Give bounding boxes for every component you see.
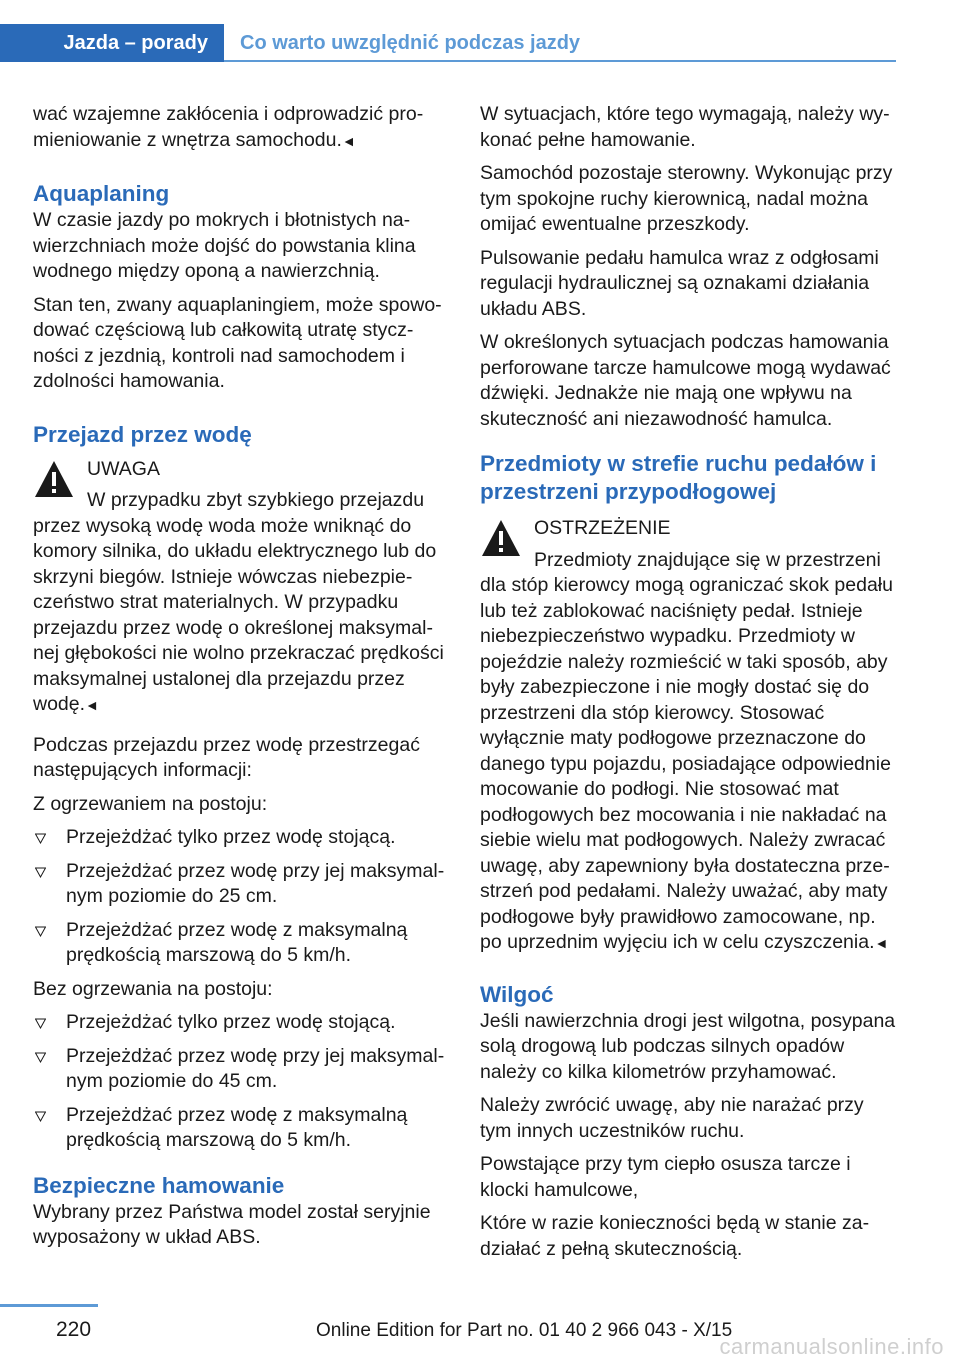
moisture-heading: Wilgoć (480, 981, 554, 1007)
header-rule (224, 60, 896, 62)
left-column (33, 102, 449, 1259)
without-heating-label: Bez ogrzewania na postoju: (33, 977, 273, 1000)
aquaplaning-paragraph-2: Stan ten, zwany aquaplaningiem, może spowodować częściową lub całkowitą utratę styczności z jezdnią, kontroli nad samochodem i zdolności hamowania. (33, 293, 442, 392)
list-item (33, 1103, 449, 1154)
bullet-triangle-icon (35, 867, 46, 878)
intro-paragraph (33, 102, 449, 154)
caution-body: W przypadku zbyt szybkiego przejazdu przez wysoką wodę woda może wniknąć do komory silnika, do układu elektrycznego lub do skrzyni biegów. Istnieje wówczas niebezpieczeństwo strat materialnych. W przypadku przejazdu przez wodę o określonej maksymalnej głębokości nie wolno przekraczać prędkości maksymalnej ustalonej dla przejazdu przez wodę. (33, 489, 444, 715)
list-item-text: Przejeżdżać przez wodę przy jej maksymalnym poziomie do 45 cm. (66, 1044, 445, 1092)
moisture-paragraph-2: Należy zwrócić uwagę, aby nie narażać przy tym innych uczestników ruchu. (480, 1094, 864, 1142)
warning-label: OSTRZEŻENIE (534, 517, 671, 539)
footer-rule (0, 1304, 98, 1307)
list-item-text: Przejeżdżać przez wodę przy jej maksymalnym poziomie do 25 cm. (66, 859, 445, 907)
bullet-triangle-icon (35, 1052, 46, 1063)
list-item (33, 918, 449, 969)
page-number: 220 (56, 1318, 92, 1341)
watermark: carmanualsonline.info (719, 1334, 944, 1359)
list-item-text: Przejeżdżać przez wodę z maksymalną prędkością marszową do 5 km/h. (66, 1103, 408, 1151)
warning-body: Przedmioty znajdujące się w przestrzeni dla stóp kierowcy mogą ograniczać skok pedału lub też zablokować naciśnięty pedał. Istnieje niebezpieczeństwo wypadku. Przedmioty w pojeździe należy rozmieścić w taki sposób, aby były zabezpieczone i nie mogły dostać się do przestrzeni dla stóp kierowcy. Stosować wyłącznie maty podłogowe przeznaczone do danego typu pojazdu, posiadające odpowiednie mocowanie do podłogi. Nie stosować mat podłogowych bez mocowania i nie nakładać na siebie wielu mat podłogowych. Należy zwracać uwagę, aby zapewniony była dostateczna przestrzeń pod pedałami. Należy uważać, aby maty podłogowe były prawidłowo zamocowane, np. po uprzednim wyjęciu ich w celu czyszczenia. (480, 548, 893, 953)
page-header (0, 0, 960, 64)
braking-paragraph-3: Samochód pozostaje sterowny. Wykonując przy tym spokojne ruchy kierownicą, nadal można omijać ewentualne przeszkody. (480, 162, 893, 235)
bullet-triangle-icon (35, 1111, 46, 1122)
aquaplaning-paragraph-1: W czasie jazdy po mokrych i błotnistych nawierzchniach może dojść do powstania klina wodnego między oponą a nawierzchnią. (33, 209, 416, 282)
end-mark: ◄ (341, 132, 356, 149)
pedal-objects-heading: Przedmioty w strefie ruchu pedałów i przestrzeni przypodłogowej (480, 451, 877, 504)
with-heating-label: Z ogrzewaniem na postoju: (33, 792, 268, 815)
warning-triangle-icon (480, 518, 522, 558)
moisture-paragraph-4: Które w razie konieczności będą w stanie zadziałać z pełną skutecznością. (480, 1212, 870, 1260)
end-mark: ◄ (85, 697, 99, 713)
moisture-paragraph-3: Powstające przy tym ciepło osusza tarcze i klocki hamulcowe, (480, 1153, 851, 1201)
water-crossing-heading: Przejazd przez wodę (33, 421, 252, 447)
braking-paragraph-4: Pulsowanie pedału hamulca wraz z odgłosami regulacji hydraulicznej są oznakami działania układu ABS. (480, 246, 879, 320)
safe-braking-heading: Bezpieczne hamowanie (33, 1172, 285, 1198)
without-heating-list (33, 1010, 449, 1154)
with-heating-list (33, 825, 449, 969)
caution-box (33, 457, 449, 719)
bullet-triangle-icon (35, 833, 46, 844)
list-item-text: Przejeżdżać tylko przez wodę stojącą. (66, 1011, 396, 1033)
braking-paragraph-2: W sytuacjach, które tego wymagają, należy wykonać pełne hamowanie. (480, 103, 890, 151)
list-item (33, 859, 449, 910)
braking-paragraph-5: W określonych sytuacjach podczas hamowania perforowane tarcze hamulcowe mogą wydawać dźwięki. Jednakże nie mają one wpływu na skuteczność ani niezawodność hamulca. (480, 331, 891, 430)
edition-text: Online Edition for Part no. 01 40 2 966 043 - X/15 (316, 1320, 733, 1341)
water-paragraph-1: Podczas przejazdu przez wodę przestrzegać następujących informacji: (33, 733, 420, 781)
warning-text (480, 548, 896, 957)
list-item (33, 1010, 449, 1036)
intro-text: wać wzajemne zakłócenia i odprowadzić promieniowanie z wnętrza samochodu. (33, 103, 424, 151)
braking-paragraph-1: Wybrany przez Państwa model został seryjnie wyposażony w układ ABS. (33, 1200, 431, 1248)
right-column (480, 102, 896, 1270)
end-mark: ◄ (874, 935, 889, 951)
list-item-text: Przejeżdżać przez wodę z maksymalną prędkością marszową do 5 km/h. (66, 918, 408, 966)
bullet-triangle-icon (35, 1018, 46, 1029)
caution-text (33, 488, 449, 719)
warning-triangle-icon (33, 459, 75, 499)
section-title: Co warto uwzględnić podczas jazdy (240, 32, 581, 54)
caution-label: UWAGA (87, 457, 160, 480)
aquaplaning-heading: Aquaplaning (33, 181, 170, 206)
list-item (33, 1044, 449, 1095)
moisture-paragraph-1: Jeśli nawierzchnia drogi jest wilgotna, posypana solą drogową lub podczas silnych opadów należy co kilka kilometrów przyhamować. (480, 1009, 896, 1083)
list-item-text: Przejeżdżać tylko przez wodę stojącą. (66, 826, 396, 848)
list-item (33, 825, 449, 851)
chapter-tab: Jazda – porady (0, 24, 224, 62)
warning-box (480, 516, 896, 957)
bullet-triangle-icon (35, 926, 46, 937)
